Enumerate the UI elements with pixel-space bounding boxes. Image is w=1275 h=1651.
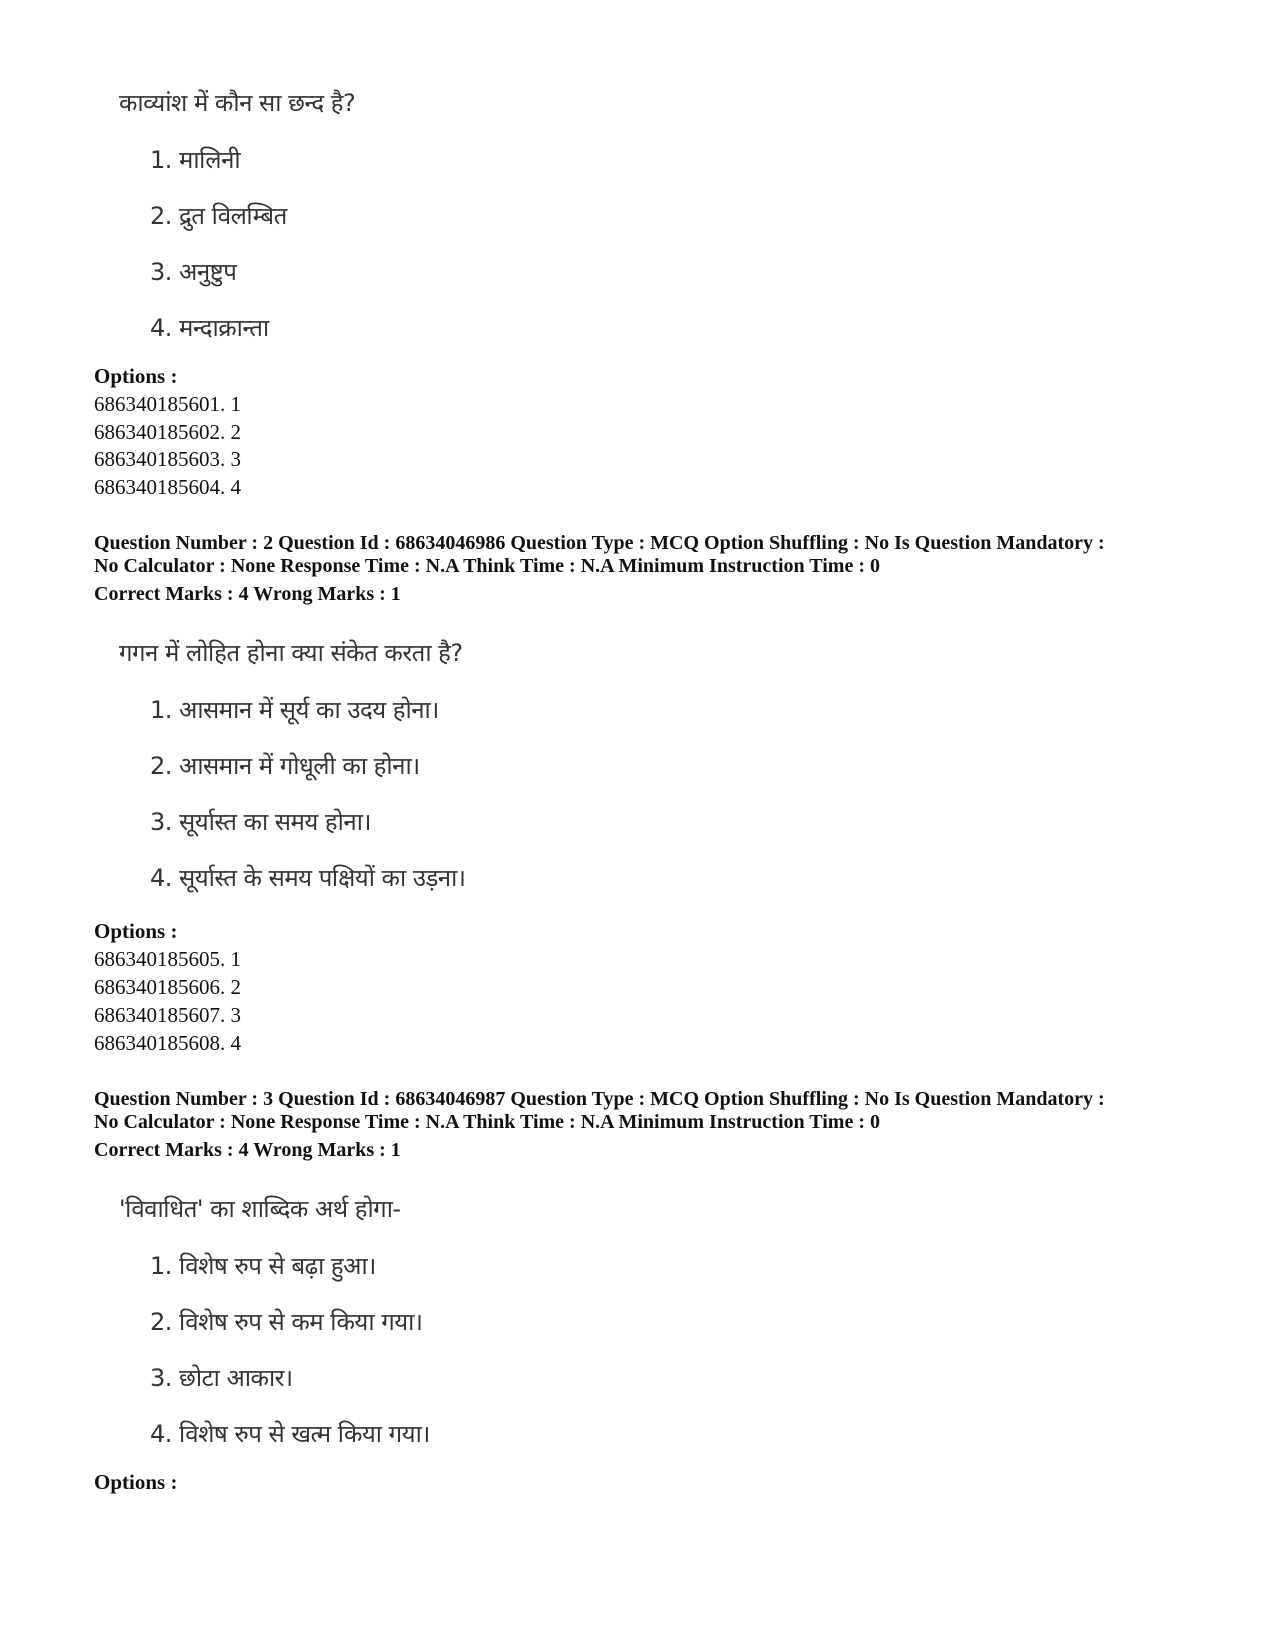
question-1-choice-2: 2. द्रुत विलम्बित	[150, 202, 287, 230]
question-3-choice-2: 2. विशेष रुप से कम किया गया।	[150, 1308, 423, 1336]
question-2-choice-2: 2. आसमान में गोधूली का होना।	[150, 752, 420, 780]
question-2-choice-4: 4. सूर्यास्त के समय पक्षियों का उड़ना।	[150, 864, 466, 892]
question-1-choice-3: 3. अनुष्टुप	[150, 258, 237, 286]
question-2-choice-1: 1. आसमान में सूर्य का उदय होना।	[150, 696, 439, 724]
question-2-text: गगन में लोहित होना क्या संकेत करता है?	[119, 639, 463, 667]
question-1-option-1: 686340185601. 1	[94, 392, 241, 416]
question-2-marks: Correct Marks : 4 Wrong Marks : 1	[94, 583, 401, 605]
question-2-option-4: 686340185608. 4	[94, 1031, 241, 1055]
question-3-choice-3: 3. छोटा आकार।	[150, 1364, 293, 1392]
question-2-meta-line-2: No Calculator : None Response Time : N.A Think Time : N.A Minimum Instruction Time : 0	[94, 555, 880, 577]
question-2-meta-line-1: Question Number : 2 Question Id : 68634046986 Question Type : MCQ Option Shuffling : No Is Question Mandatory :	[94, 532, 1105, 554]
question-2-option-3: 686340185607. 3	[94, 1003, 241, 1027]
question-1-option-4: 686340185604. 4	[94, 475, 241, 499]
question-2-choice-3: 3. सूर्यास्त का समय होना।	[150, 808, 372, 836]
question-2-options-label: Options :	[94, 919, 178, 943]
question-2-option-2: 686340185606. 2	[94, 975, 241, 999]
question-3-marks: Correct Marks : 4 Wrong Marks : 1	[94, 1139, 401, 1161]
question-3-text: 'विवाधित' का शाब्दिक अर्थ होगा-	[119, 1195, 401, 1223]
question-3-choice-4: 4. विशेष रुप से खत्म किया गया।	[150, 1420, 430, 1448]
question-3-meta-line-2: No Calculator : None Response Time : N.A Think Time : N.A Minimum Instruction Time : 0	[94, 1111, 880, 1133]
question-1-choice-1: 1. मालिनी	[150, 146, 241, 174]
question-2-option-1: 686340185605. 1	[94, 947, 241, 971]
question-3-options-label: Options :	[94, 1470, 178, 1494]
question-1-option-2: 686340185602. 2	[94, 420, 241, 444]
question-1-option-3: 686340185603. 3	[94, 447, 241, 471]
question-1-choice-4: 4. मन्दाक्रान्ता	[150, 314, 269, 342]
question-1-text: काव्यांश में कौन सा छन्द है?	[119, 89, 356, 117]
question-3-choice-1: 1. विशेष रुप से बढ़ा हुआ।	[150, 1252, 376, 1280]
question-1-options-label: Options :	[94, 364, 178, 388]
question-3-meta-line-1: Question Number : 3 Question Id : 68634046987 Question Type : MCQ Option Shuffling : No Is Question Mandatory :	[94, 1088, 1105, 1110]
